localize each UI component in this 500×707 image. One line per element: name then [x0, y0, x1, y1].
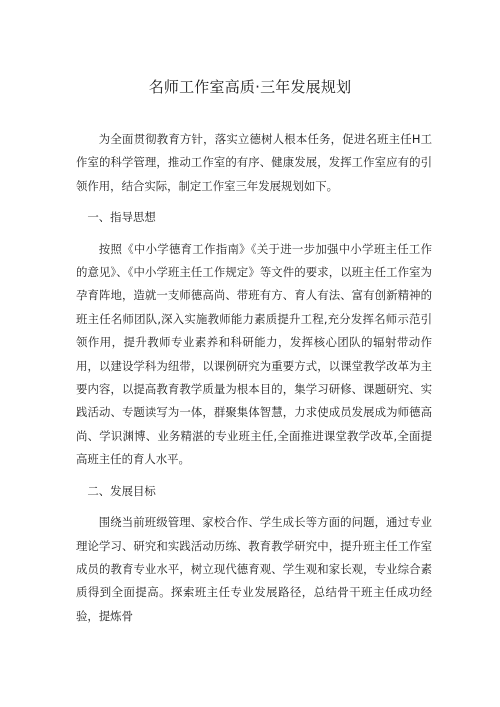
- document-body: [76, 128, 432, 628]
- intro-paragraph: 为全面贯彻教育方针，落实立德树人根本任务，促进名班主任H工作室的科学管理，推动工作室的有序、健康发展，发挥工作室应有的引领作用，结合实际，制定工作室三年发展规划如下。: [76, 132, 432, 193]
- section-heading-guiding-ideology: 一、指导思想: [87, 210, 156, 225]
- section-paragraph-development-goals: 围绕当前班级管理、家校合作、学生成长等方面的问题，通过专业理论学习、研究和实践活动历练、教育教学研究中，提升班主任工作室成员的教育专业水平，树立现代德育观、学生观和家长观，专业综合素质得到全面提高。探索班主任专业发展路径，总结骨干班主任成功经验，提炼骨: [76, 515, 432, 623]
- section-paragraph-guiding-ideology: 按照《中小学德育工作指南》《关于进一步加强中小学班主任工作的意见》、《中小学班主任工作规定》等文件的要求，以班主任工作室为孕育阵地，造就一支师德高尚、带班有方、育人有法、富有创新精神的班主任名师团队,深入实施教师能力素质提升工程,充分发挥名师示范引领作用，提升教师专业素养和科研能力，发挥核心团队的辐射带动作用，以建设学科为纽带，以课例研究为重要方式，以课堂教学改革为主要内容，以提高教育教学质量为根本目的，集学习研修、课题研究、实践活动、专题读写为一体，群聚集体智慧，力求使成员发展成为师德高尚、学识渊博、业务精湛的专业班主任,全面推进课堂教学改革,全面提高班主任的育人水平。: [76, 241, 432, 467]
- section-heading-development-goals: 二、发展目标: [87, 483, 156, 498]
- document-title: 名师工作室高质·三年发展规划: [148, 78, 352, 96]
